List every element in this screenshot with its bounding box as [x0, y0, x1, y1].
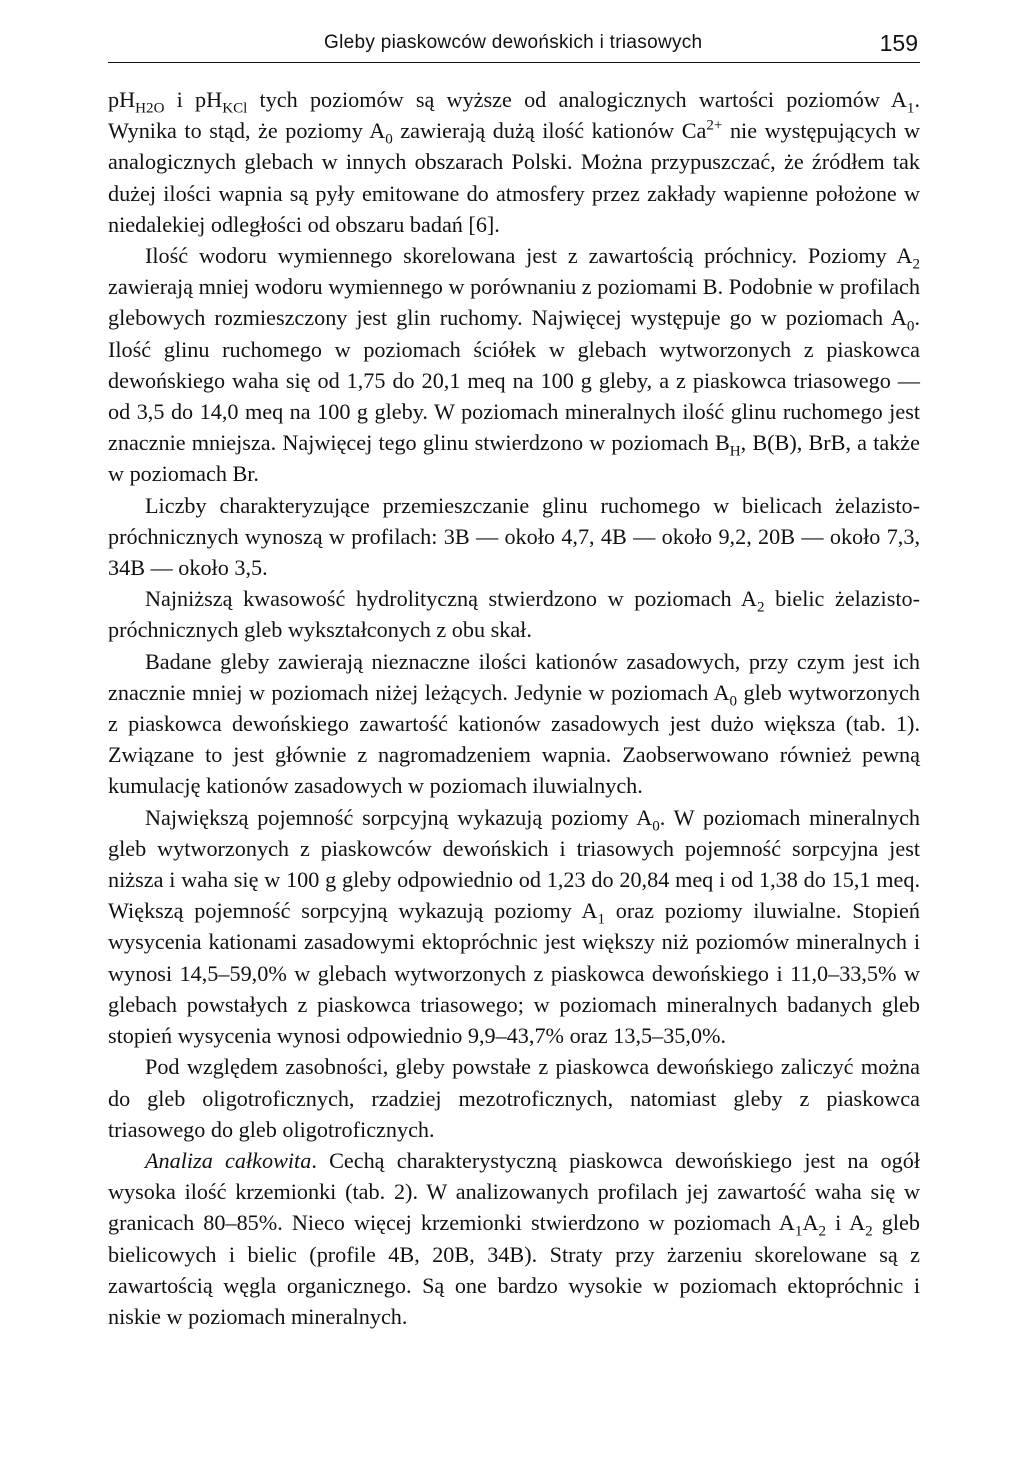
text-run: zawierają dużą ilość kationów Ca — [392, 118, 707, 144]
subscript: 2 — [756, 599, 765, 616]
subscript: 1 — [906, 100, 915, 117]
subscript: 1 — [597, 911, 605, 928]
text-run: i A — [826, 1210, 866, 1236]
subscript: H — [135, 100, 147, 117]
subscript: 2 — [818, 1223, 827, 1240]
text-run: Pod względem zasobności, gleby powstałe z piaskowca dewońskiego zaliczyć można do gleb oligotroficznych, rzadziej mezotroficznych, natomiast gleby z piaskowca triasowego do gleb oligotroficznych. — [108, 1054, 920, 1142]
paragraph — [108, 84, 920, 240]
subscript: 2 — [912, 256, 920, 273]
subscript: 0 — [906, 318, 915, 335]
paragraph — [108, 490, 920, 584]
paragraph — [108, 646, 920, 802]
text-run: nie występujących w analogicznych glebach w innych obszarach Polski. Można przypuszczać, że źródłem tak dużej ilości wapnia są pyły emitowane do atmosfery przez zakłady wapienne położone w niedalekiej odległości od obszaru badań [6]. — [108, 118, 920, 237]
subscript: 0 — [385, 131, 393, 148]
subscript: 0 — [652, 818, 660, 835]
paragraph — [108, 583, 920, 645]
text-run: . W poziomach mineralnych gleb wytworzonych z piaskowców dewońskich i triasowych pojemność sorpcyjna jest niższa i waha się w 100 g gleby odpowiednio od 1,23 do 20,84 meq i od 1,38 do 15,1 meq. Większą pojemność sorpcyjną wykazują poziomy A — [108, 804, 921, 924]
text-run: . Cechą charakterystyczną piaskowca dewońskiego jest na ogół wysoka ilość krzemionki (tab. 2). W analizowanych profilach jej zawartość waha się w granicach 80–85%. Nieco więcej krzemionki stwierdzono w poziomach A — [108, 1147, 920, 1236]
text-run: i pH — [164, 87, 223, 112]
paragraph — [108, 240, 920, 490]
text-run: pH — [108, 87, 136, 112]
subscript: 2 — [865, 1223, 873, 1240]
text-run: , B(B), BrB, a także w poziomach Br. — [108, 430, 920, 487]
page-number: 159 — [879, 30, 918, 56]
text-run: . Wynika to stąd, że poziomy A — [108, 87, 920, 144]
superscript: 2+ — [706, 117, 723, 134]
text-run: Ilość wodoru wymiennego skorelowana jest z zawartością próchnicy. Poziomy A — [145, 243, 913, 269]
text-run: oraz poziomy iluwialne. Stopień wysycenia kationami zasadowymi ektopróchnic jest większy niż poziomów mineralnych i wynosi 14,5–59,0% w glebach wytworzonych z piaskowca dewońskiego i 11,0–33,5% w glebach powstałych z piaskowca triasowego; w poziomach mineralnych badanych gleb stopień wysycenia wynosi odpowiednio 9,9–43,7% oraz 13,5–35,0%. — [108, 898, 920, 1049]
paragraph — [108, 1145, 920, 1332]
running-title: Gleby piaskowców dewońskich i triasowych — [324, 32, 703, 53]
subscript: 1 — [794, 1223, 803, 1240]
text-run: . Ilość glinu ruchomego w poziomach ściółek w glebach wytworzonych z piaskowca dewońskiego waha się od 1,75 do 20,1 meq na 100 g gleby, a z piaskowca triasowego — od 3,5 do 14,0 meq na 100 g gleby. W poziomach mineralnych ilość glinu ruchomego jest znacznie mniejsza. Najwięcej tego glinu stwierdzono w poziomach B — [108, 305, 920, 456]
subscript: KCl — [222, 100, 248, 117]
text-run: zawierają mniej wodoru wymiennego w porównaniu z poziomami B. Podobnie w profilach glebowych rozmieszczony jest glin ruchomy. Najwięcej występuje go w poziomach A — [108, 274, 920, 331]
body-text — [108, 84, 920, 1332]
subscript: 2 — [146, 100, 154, 117]
text-run: gleb wytworzonych z piaskowca dewońskiego zawartość kationów zasadowych jest dużo większa (tab. 1). Związane to jest głównie z nagromadzeniem wapnia. Zaobserwowano również pewną kumulację kationów zasadowych w poziomach iluwialnych. — [108, 679, 920, 799]
text-run: Największą pojemność sorpcyjną wykazują poziomy A — [145, 804, 653, 830]
paragraph — [108, 1051, 920, 1145]
text-run: Liczby charakteryzujące przemieszczanie glinu ruchomego w bielicach żelazisto-próchnicznych wynoszą w profilach: 3B — około 4,7, 4B — około 9,2, 20B — około 7,3, 34B — około 3,5. — [108, 492, 920, 581]
text-run: gleb bielicowych i bielic (profile 4B, 20B, 34B). Straty przy żarzeniu skorelowane są z zawartością węgla organicznego. Są one bardzo wysokie w poziomach ektopróchnic i niskie w poziomach mineralnych. — [108, 1210, 920, 1329]
subscript: O — [153, 100, 165, 117]
text-run: Najniższą kwasowość hydrolityczną stwierdzono w poziomach A — [145, 586, 757, 612]
italic-heading: Analiza całkowita — [145, 1147, 312, 1173]
paragraph — [108, 802, 920, 1052]
text-run: tych poziomów są wyższe od analogicznych wartości poziomów A — [247, 87, 907, 112]
text-run: Badane gleby zawierają nieznaczne ilości kationów zasadowych, przy czym jest ich znacznie mniej w poziomach niżej leżących. Jedynie w poziomach A — [108, 648, 920, 705]
page-header — [108, 28, 920, 63]
subscript: 0 — [729, 693, 738, 710]
text-run: bielic żelazisto-próchnicznych gleb wykształconych z obu skał. — [108, 586, 920, 643]
text-run: A — [802, 1210, 819, 1236]
subscript: H — [729, 443, 741, 460]
